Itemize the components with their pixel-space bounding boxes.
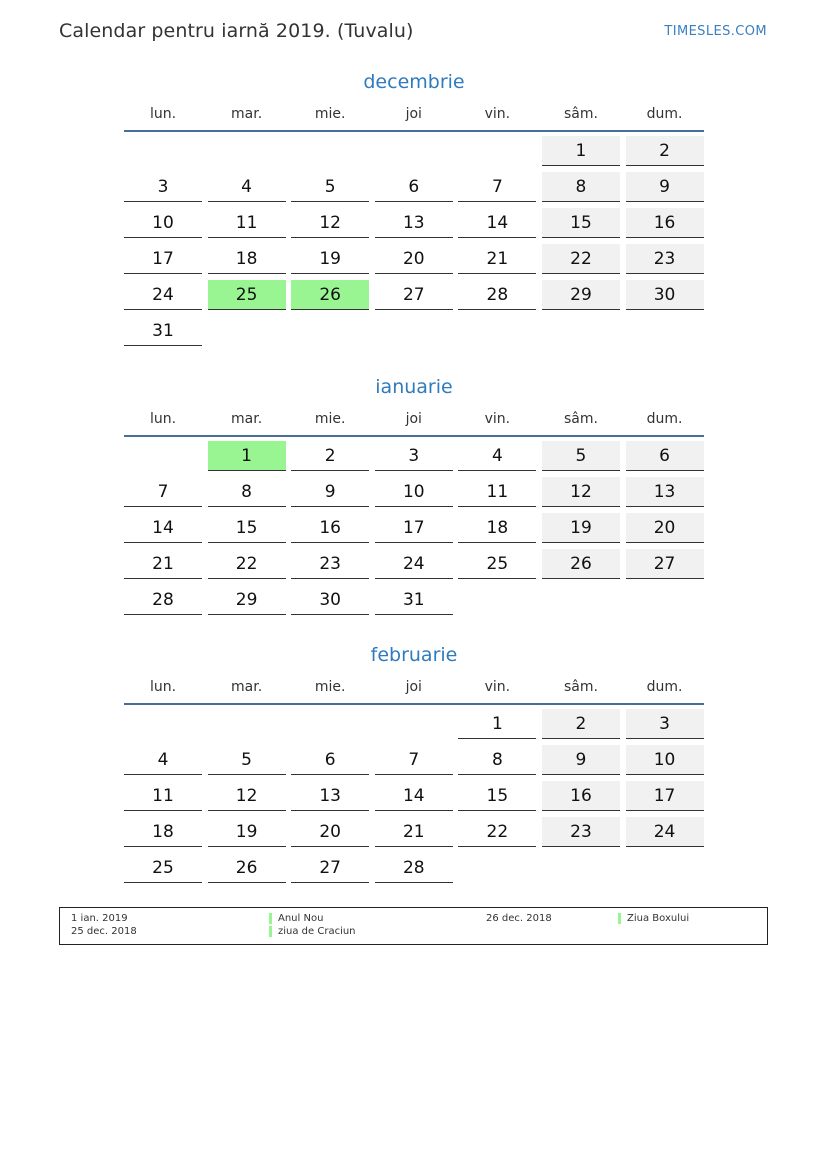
- day-cell: 21: [458, 244, 536, 274]
- week-row: [124, 441, 704, 477]
- day-cell: 12: [291, 208, 369, 238]
- day-cell: 22: [542, 244, 620, 274]
- empty-day-cell: [375, 316, 453, 346]
- day-cell: 12: [542, 477, 620, 507]
- week-row: [124, 208, 704, 244]
- weeks-grid: [124, 441, 704, 621]
- day-cell: 14: [124, 513, 202, 543]
- day-cell: 27: [375, 280, 453, 310]
- day-cell: 26: [542, 549, 620, 579]
- day-cell: 23: [542, 817, 620, 847]
- week-row: [124, 280, 704, 316]
- empty-day-cell: [291, 316, 369, 346]
- day-cell: 24: [375, 549, 453, 579]
- day-cell: 24: [626, 817, 704, 847]
- day-cell: 27: [626, 549, 704, 579]
- weekday-header-row: [124, 104, 704, 132]
- month-december: [124, 68, 704, 352]
- day-cell: 23: [626, 244, 704, 274]
- weekday-label: lun.: [149, 106, 177, 122]
- day-cell: 20: [626, 513, 704, 543]
- day-cell: 19: [208, 817, 286, 847]
- day-cell: 28: [124, 585, 202, 615]
- day-cell: 9: [626, 172, 704, 202]
- legend-date: 25 dec. 2018: [71, 926, 137, 937]
- day-cell: 9: [291, 477, 369, 507]
- week-row: [124, 585, 704, 621]
- day-cell: 5: [542, 441, 620, 471]
- day-cell: 19: [542, 513, 620, 543]
- week-row: [124, 513, 704, 549]
- empty-day-cell: [124, 709, 202, 739]
- day-cell: 11: [208, 208, 286, 238]
- day-cell: 27: [291, 853, 369, 883]
- day-cell: 23: [291, 549, 369, 579]
- weekday-label: joi: [405, 679, 422, 695]
- day-cell: 31: [375, 585, 453, 615]
- week-row: [124, 853, 704, 889]
- day-cell: 14: [375, 781, 453, 811]
- weekday-label: vin.: [484, 411, 511, 427]
- day-cell: 3: [375, 441, 453, 471]
- day-cell: 13: [626, 477, 704, 507]
- day-cell: 17: [626, 781, 704, 811]
- day-cell: 22: [458, 817, 536, 847]
- day-cell: 16: [626, 208, 704, 238]
- day-cell: 1: [542, 136, 620, 166]
- day-cell: 25: [124, 853, 202, 883]
- weekday-label: mar.: [231, 679, 263, 695]
- empty-day-cell: [542, 853, 620, 883]
- month-february: [124, 641, 704, 889]
- day-cell: 5: [291, 172, 369, 202]
- week-row: [124, 549, 704, 585]
- week-row: [124, 172, 704, 208]
- empty-day-cell: [542, 316, 620, 346]
- empty-day-cell: [208, 316, 286, 346]
- day-cell: 12: [208, 781, 286, 811]
- weekday-label: sâm.: [563, 411, 598, 427]
- weekday-label: dum.: [646, 106, 683, 122]
- site-link[interactable]: TIMESLES.COM: [664, 24, 767, 39]
- empty-day-cell: [626, 316, 704, 346]
- day-cell: 15: [542, 208, 620, 238]
- week-row: [124, 745, 704, 781]
- day-cell: 11: [124, 781, 202, 811]
- legend-date: 26 dec. 2018: [486, 913, 552, 924]
- day-cell: 17: [375, 513, 453, 543]
- day-cell: 7: [458, 172, 536, 202]
- day-cell: 10: [124, 208, 202, 238]
- weekday-label: vin.: [484, 106, 511, 122]
- empty-day-cell: [375, 709, 453, 739]
- day-cell: 13: [375, 208, 453, 238]
- day-cell: 26: [208, 853, 286, 883]
- day-cell: 4: [124, 745, 202, 775]
- empty-day-cell: [291, 709, 369, 739]
- empty-day-cell: [124, 136, 202, 166]
- legend-holiday-name: ziua de Craciun: [269, 926, 356, 937]
- weekday-label: dum.: [646, 411, 683, 427]
- weekday-label: vin.: [484, 679, 511, 695]
- empty-day-cell: [375, 136, 453, 166]
- weeks-grid: [124, 709, 704, 889]
- day-cell: 11: [458, 477, 536, 507]
- day-cell: 3: [124, 172, 202, 202]
- holiday-day-cell: 1: [208, 441, 286, 471]
- month-name: ianuarie: [375, 376, 453, 398]
- day-cell: 16: [542, 781, 620, 811]
- day-cell: 7: [124, 477, 202, 507]
- empty-day-cell: [542, 585, 620, 615]
- empty-day-cell: [291, 136, 369, 166]
- page-title: Calendar pentru iarnă 2019. (Tuvalu): [59, 20, 414, 42]
- weekday-label: joi: [405, 106, 422, 122]
- weekday-label: sâm.: [563, 679, 598, 695]
- weekday-label: mar.: [231, 106, 263, 122]
- day-cell: 4: [208, 172, 286, 202]
- day-cell: 9: [542, 745, 620, 775]
- weeks-grid: [124, 136, 704, 352]
- empty-day-cell: [208, 709, 286, 739]
- empty-day-cell: [458, 316, 536, 346]
- day-cell: 14: [458, 208, 536, 238]
- day-cell: 20: [375, 244, 453, 274]
- day-cell: 2: [626, 136, 704, 166]
- day-cell: 16: [291, 513, 369, 543]
- day-cell: 18: [458, 513, 536, 543]
- weekday-label: mar.: [231, 411, 263, 427]
- day-cell: 2: [291, 441, 369, 471]
- empty-day-cell: [458, 585, 536, 615]
- day-cell: 2: [542, 709, 620, 739]
- empty-day-cell: [626, 853, 704, 883]
- day-cell: 28: [375, 853, 453, 883]
- day-cell: 31: [124, 316, 202, 346]
- weekday-label: mie.: [314, 679, 346, 695]
- month-january: [124, 373, 704, 621]
- week-row: [124, 709, 704, 745]
- weekday-label: mie.: [314, 106, 346, 122]
- week-row: [124, 316, 704, 352]
- empty-day-cell: [208, 136, 286, 166]
- empty-day-cell: [458, 136, 536, 166]
- day-cell: 25: [458, 549, 536, 579]
- weekday-label: lun.: [149, 411, 177, 427]
- week-row: [124, 477, 704, 513]
- day-cell: 15: [458, 781, 536, 811]
- holiday-legend: [59, 907, 768, 945]
- weekday-header-row: [124, 677, 704, 705]
- legend-holiday-name: Anul Nou: [269, 913, 323, 924]
- day-cell: 28: [458, 280, 536, 310]
- day-cell: 8: [208, 477, 286, 507]
- day-cell: 15: [208, 513, 286, 543]
- day-cell: 22: [208, 549, 286, 579]
- day-cell: 18: [208, 244, 286, 274]
- weekday-label: dum.: [646, 679, 683, 695]
- weekday-label: sâm.: [563, 106, 598, 122]
- day-cell: 19: [291, 244, 369, 274]
- day-cell: 21: [375, 817, 453, 847]
- week-row: [124, 781, 704, 817]
- day-cell: 8: [458, 745, 536, 775]
- empty-day-cell: [626, 585, 704, 615]
- day-cell: 7: [375, 745, 453, 775]
- holiday-day-cell: 25: [208, 280, 286, 310]
- day-cell: 29: [208, 585, 286, 615]
- day-cell: 10: [375, 477, 453, 507]
- day-cell: 30: [626, 280, 704, 310]
- legend-date: 1 ian. 2019: [71, 913, 128, 924]
- empty-day-cell: [124, 441, 202, 471]
- holiday-day-cell: 26: [291, 280, 369, 310]
- month-name: decembrie: [363, 71, 465, 93]
- weekday-label: joi: [405, 411, 422, 427]
- day-cell: 1: [458, 709, 536, 739]
- day-cell: 6: [626, 441, 704, 471]
- week-row: [124, 817, 704, 853]
- empty-day-cell: [458, 853, 536, 883]
- month-name: februarie: [370, 644, 458, 666]
- day-cell: 13: [291, 781, 369, 811]
- day-cell: 18: [124, 817, 202, 847]
- day-cell: 24: [124, 280, 202, 310]
- week-row: [124, 244, 704, 280]
- week-row: [124, 136, 704, 172]
- day-cell: 3: [626, 709, 704, 739]
- weekday-header-row: [124, 409, 704, 437]
- day-cell: 17: [124, 244, 202, 274]
- day-cell: 30: [291, 585, 369, 615]
- day-cell: 20: [291, 817, 369, 847]
- day-cell: 6: [291, 745, 369, 775]
- day-cell: 5: [208, 745, 286, 775]
- weekday-label: mie.: [314, 411, 346, 427]
- day-cell: 8: [542, 172, 620, 202]
- day-cell: 29: [542, 280, 620, 310]
- day-cell: 6: [375, 172, 453, 202]
- weekday-label: lun.: [149, 679, 177, 695]
- day-cell: 4: [458, 441, 536, 471]
- legend-holiday-name: Ziua Boxului: [618, 913, 689, 924]
- day-cell: 21: [124, 549, 202, 579]
- day-cell: 10: [626, 745, 704, 775]
